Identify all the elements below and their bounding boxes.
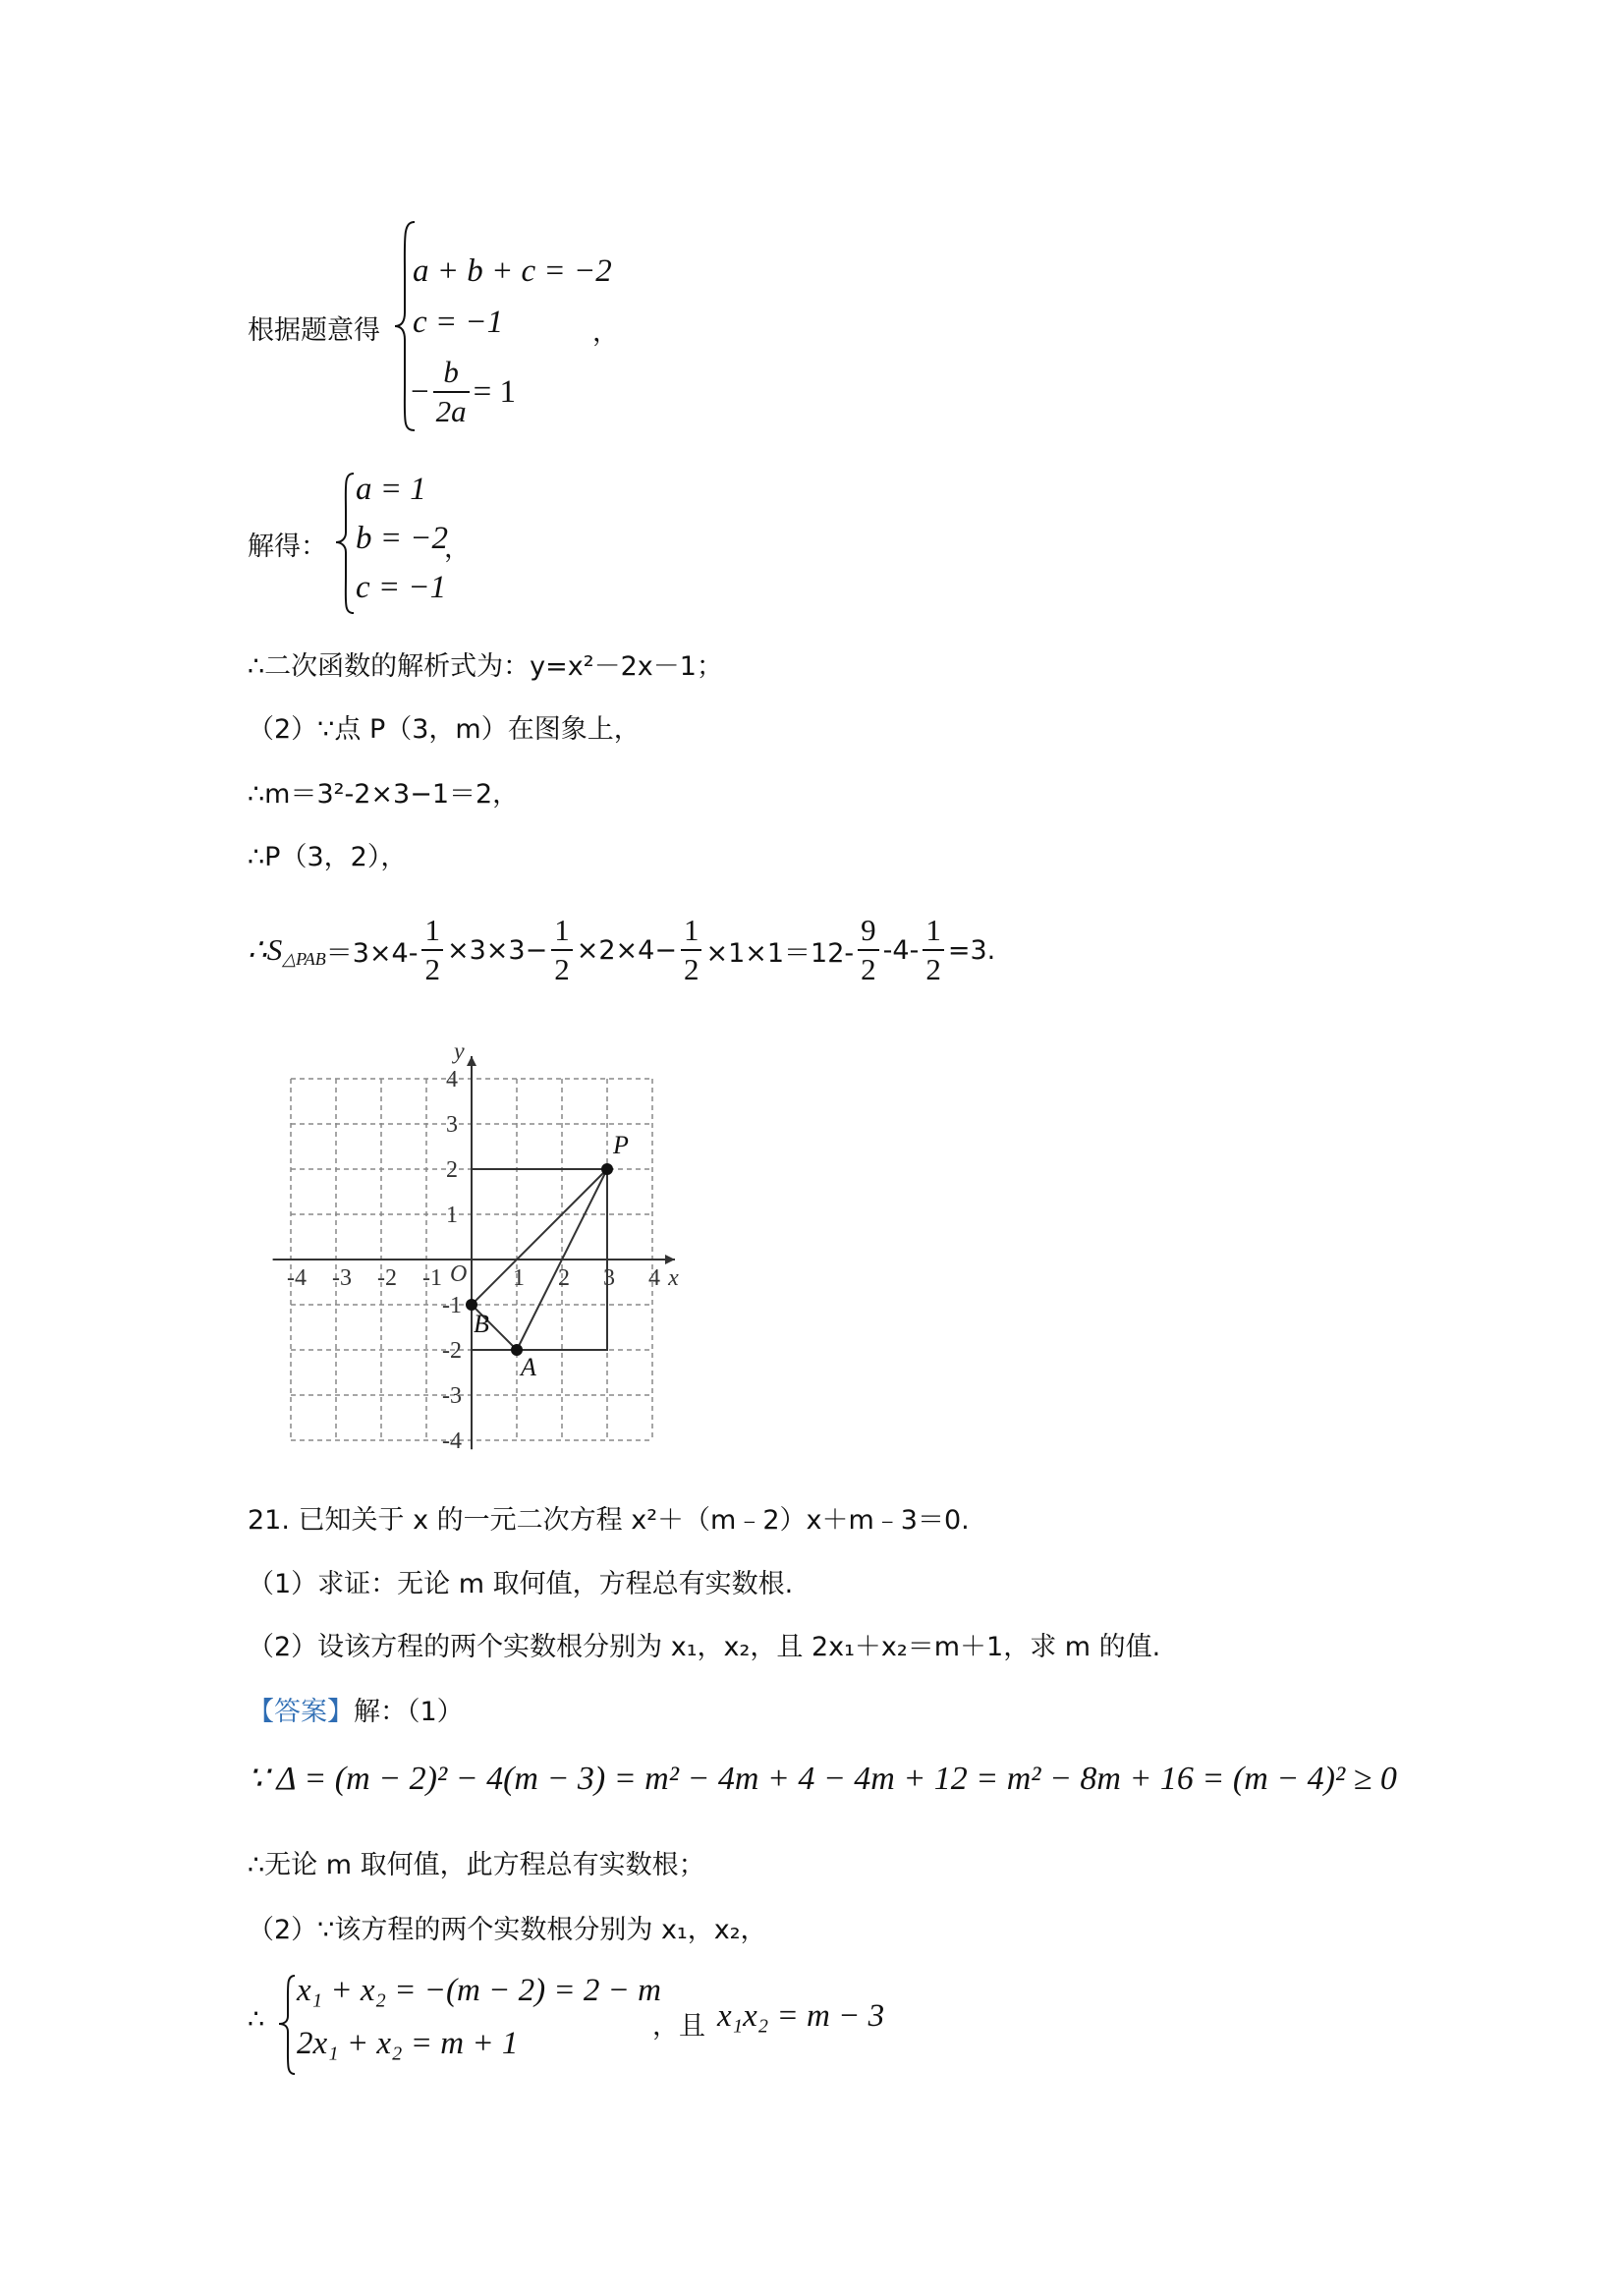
point-p-label: P: [613, 1131, 629, 1159]
origin-label: O: [450, 1261, 468, 1287]
answer-start: 解：（1）: [354, 1697, 464, 1727]
system-2-eq1: a = 1: [356, 472, 426, 507]
x-axis-label: x: [668, 1265, 679, 1291]
area-term-1: ＝3×4-: [325, 937, 419, 969]
axes: [273, 1056, 675, 1449]
x-tick-label: 2: [558, 1265, 570, 1291]
fraction-nine-halves: $\frac{9}{2}$: [858, 912, 879, 988]
y-axis-arrow-icon: [467, 1056, 476, 1066]
therefore-symbol: ∴: [248, 2004, 265, 2035]
area-term-4: ×1×1＝12-: [705, 937, 855, 969]
minus-sign: −: [411, 373, 429, 410]
y-tick-label: -2: [442, 1338, 462, 1364]
system-1-prefix: 根据题意得: [248, 315, 380, 346]
answer-part-2-start: （2）∵该方程的两个实数根分别为 x₁，x₂，: [248, 1915, 767, 1945]
fraction-b-over-2a: [433, 354, 470, 430]
x-tick-label: -4: [287, 1265, 307, 1291]
triangle-and-rectangle: [466, 1131, 629, 1381]
area-term-3: ×2×4−: [576, 934, 677, 966]
point-p-line: ∴P（3，2），: [248, 842, 408, 872]
y-tick-label: 2: [446, 1157, 458, 1183]
point-p-dot: [601, 1163, 613, 1175]
system-1-eq2: c = −1: [413, 305, 504, 340]
question-21-part-1: （1）求证：无论 m 取何值，方程总有实数根.: [248, 1569, 794, 1599]
x-tick-label: 3: [603, 1265, 615, 1291]
system-1-eq1: a + b + c = −2: [413, 253, 612, 289]
fraction-half: $\frac{1}{2}$: [923, 912, 944, 988]
y-tick-label: -1: [442, 1293, 462, 1318]
fraction-half: $\frac{1}{2}$: [421, 912, 443, 988]
discriminant-equation: ∵ Δ = (m − 2)² − 4(m − 3) = m² − 4m + 4 − 4m + 12 = m² − 8m + 16 = (m − 4)² ≥ 0: [248, 1761, 1397, 1797]
y-tick-label: 4: [446, 1067, 458, 1092]
part-2-premise-line: （2）∵点 P（3，m）在图象上，: [248, 714, 641, 745]
question-21-part-2: （2）设该方程的两个实数根分别为 x₁，x₂，且 2x₁＋x₂＝m＋1，求 m 的值.: [248, 1632, 1161, 1662]
x-tick-label: -1: [422, 1265, 442, 1291]
m-value-line: ∴m＝3²-2×3−1＝2，: [248, 779, 520, 810]
area-term-5: -4-: [882, 934, 920, 966]
fraction-half: $\frac{1}{2}$: [681, 912, 702, 988]
analytic-expression-line: ∴二次函数的解析式为：y=x²－2x－1；: [248, 651, 723, 682]
system-2-prefix: 解得：: [248, 532, 327, 562]
product-of-roots: x₁x₂ = m − 3: [717, 1998, 885, 2034]
system-3-eq2: 2x₁ + x₂ = m + 1: [297, 2026, 519, 2061]
fraction-numerator: b: [433, 354, 470, 393]
x-tick-label: -2: [377, 1265, 397, 1291]
point-a-label: A: [521, 1353, 536, 1381]
area-symbol: ∴S: [248, 932, 283, 967]
x-tick-label: -3: [332, 1265, 352, 1291]
system-3-eq1: x₁ + x₂ = −(m − 2) = 2 − m: [297, 1973, 661, 2008]
system-2-comma: ，: [444, 533, 471, 564]
eq3-rhs: = 1: [473, 373, 516, 410]
area-subscript: △PAB: [282, 948, 326, 969]
x-axis-arrow-icon: [665, 1255, 675, 1264]
axis-tick-labels: [287, 1038, 679, 1454]
y-tick-label: 3: [446, 1112, 458, 1138]
fraction-denominator: 2a: [435, 394, 467, 428]
fraction-half: $\frac{1}{2}$: [551, 912, 573, 988]
and-text: ，且: [652, 2011, 705, 2042]
y-tick-label: -3: [442, 1383, 462, 1409]
coordinate-graph: [265, 1032, 698, 1464]
point-b-label: B: [474, 1310, 489, 1338]
y-axis-label: y: [454, 1038, 465, 1065]
area-result: =3.: [947, 934, 996, 966]
x-tick-label: 1: [513, 1265, 525, 1291]
answer-conclusion-1: ∴无论 m 取何值，此方程总有实数根；: [248, 1850, 705, 1880]
system-1-comma: ，: [592, 317, 619, 348]
area-term-2: ×3×3−: [446, 934, 548, 966]
y-tick-label: 1: [446, 1203, 458, 1228]
x-tick-label: 4: [648, 1265, 660, 1291]
answer-tag: 【答案】: [248, 1697, 354, 1727]
system-2-eq2: b = −2: [356, 521, 449, 556]
question-21-stem: 21. 已知关于 x 的一元二次方程 x²＋（m﹣2）x＋m﹣3＝0.: [248, 1505, 970, 1536]
system-2-eq3: c = −1: [356, 570, 447, 605]
answer-heading: [248, 1690, 464, 1728]
system-1-eq3: [411, 354, 516, 430]
area-formula: [248, 912, 995, 988]
y-tick-label: -4: [442, 1428, 462, 1454]
